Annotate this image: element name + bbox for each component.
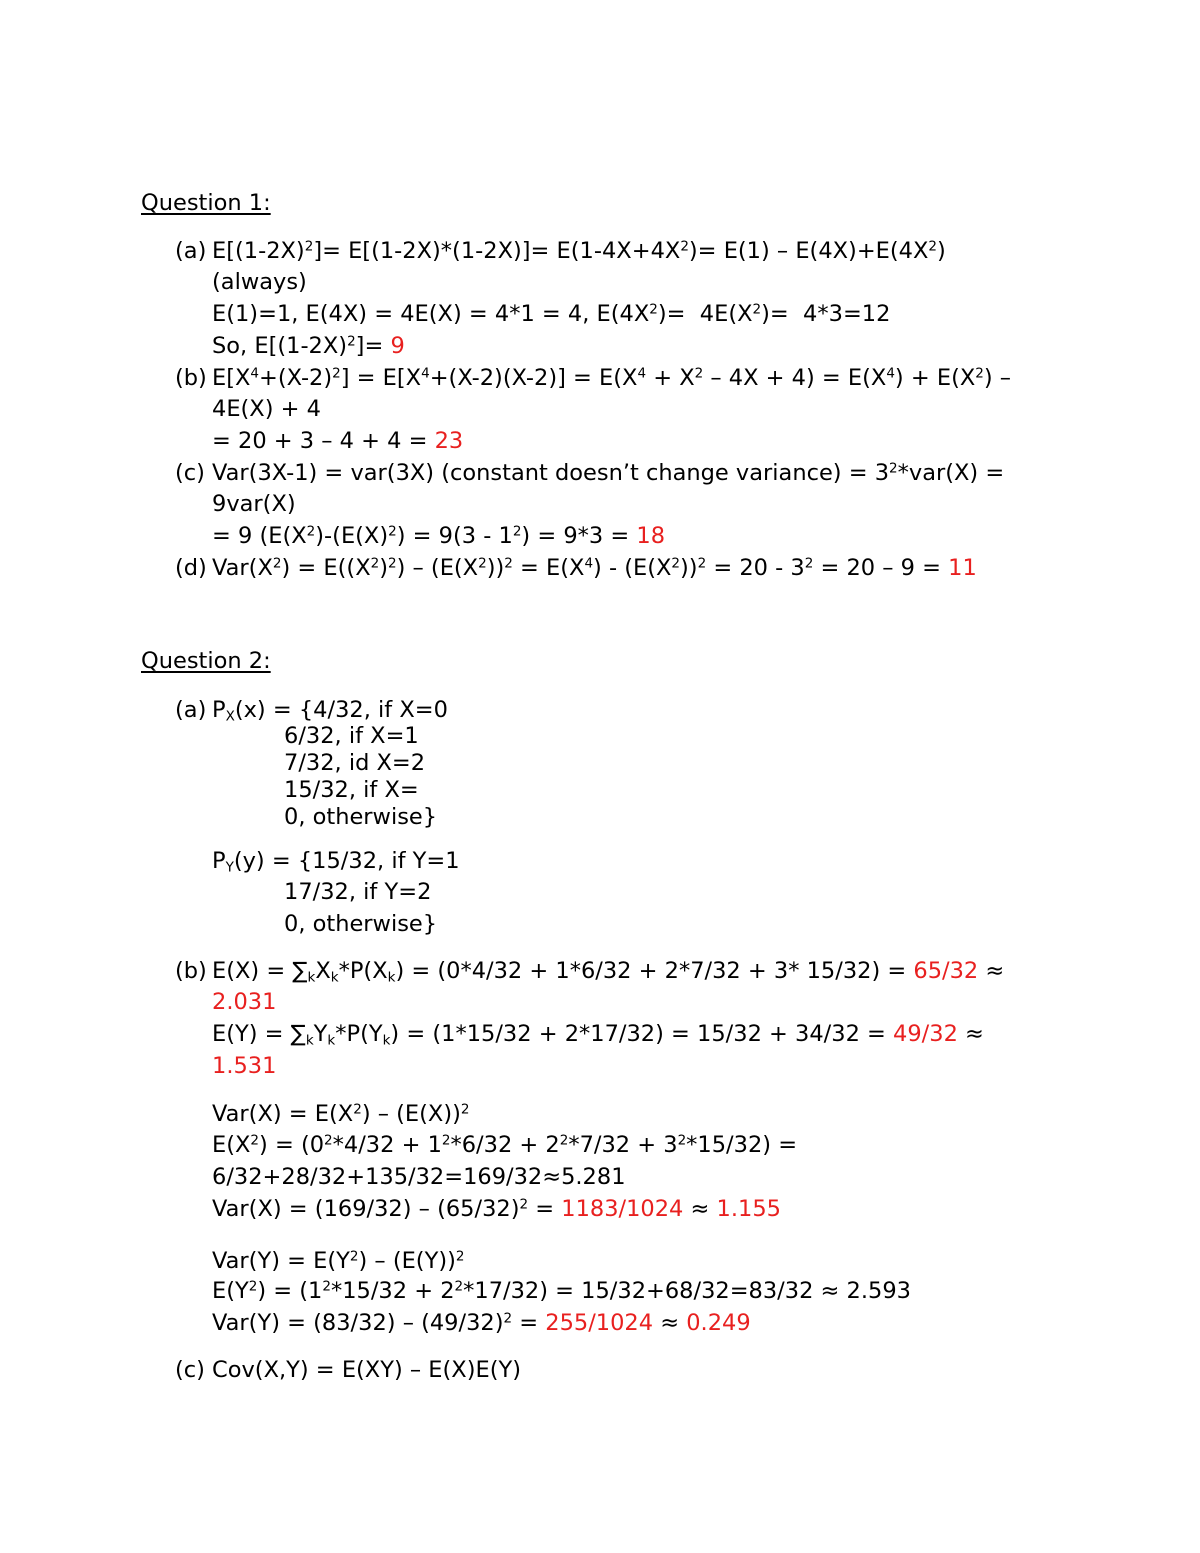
- q2b-varx-formula: $Var(X) = E(X^2) - (E(X))^2$: [212, 1101, 470, 1127]
- q2b-label: (b): [175, 958, 207, 984]
- q2b-varx-result: $Var(X) = (169/32) - (65/32)^2 = 1183/1024 \approx 1.155$: [212, 1196, 781, 1222]
- q2b-vary-formula: $Var(Y) = E(Y^2) - (E(Y))^2$: [212, 1248, 465, 1274]
- q2b-ex2-expansion: $E(X^2) = (0^2*4/32 + 1^2*6/32 + 2^2*7/32 + 3^2*15/32)$ =: [212, 1132, 798, 1158]
- q1c-line-2: 9var(X): [212, 491, 296, 517]
- q2a-px-case: 7/32, id X=2: [284, 750, 426, 776]
- q1b-label: (b): [175, 365, 207, 391]
- q1a-result: So, $E[(1-2X)^2]= 9$: [212, 333, 405, 359]
- q2a-label: (a): [175, 697, 207, 723]
- q1b-result: = 20 + 3 – 4 + 4 = 23: [212, 428, 464, 454]
- q2b-vary-answer: 255/1024: [545, 1310, 654, 1336]
- q2c-label: (c): [175, 1357, 205, 1383]
- q2b-varx-answer: 1183/1024: [561, 1196, 684, 1222]
- q1c-result: = 9 ($E(X^2)-(E(X)^2) = 9(3 - 1^2) = 9*3 = 18$: [212, 523, 666, 549]
- q1d-expansion: $Var(X^2) = E((X^2)^2) - (E(X^2))^2 = E(X^4) - (E(X^2))^2 = 20 - 3^2 = 20 - 9 = 11$: [212, 555, 977, 581]
- q2b-ey-expansion: $E(Y) = \sum_kY_k*P(Y_k) = (1*15/32 + 2*17/32) = 15/32 + 34/32 = 49/32$ ≈: [212, 1021, 984, 1049]
- q1a-answer: 9: [390, 333, 405, 359]
- q1a-line-3: E(1)=1, E(4X) = 4E(X) = 4*1 = 4, $E(4X^2)= 4E(X^2)= 4*3=12$: [212, 301, 891, 327]
- q1a-expansion: $E[(1-2X)^2]= E[(1-2X)*(1-2X)]= E(1-4X+4X^2)= E(1) - E(4X)+E(4X^2)$: [212, 238, 946, 264]
- q1b-expansion: $E[X^4+(X-2)^2] = E[X^4+(X-2)(X-2)] = E(X^4 + X^2 - 4X + 4) = E(X^4) + E(X^2)$ –: [212, 365, 1012, 391]
- q1b-answer: 23: [434, 428, 464, 454]
- q2c-covariance: Cov(X,Y) = E(XY) – E(X)E(Y): [212, 1357, 522, 1383]
- q2b-ex2-sum: 6/32+28/32+135/32=169/32≈5.281: [212, 1164, 626, 1190]
- q2a-px-case: 15/32, if X=: [284, 777, 419, 803]
- q2b-ex-approx: 2.031: [212, 989, 277, 1015]
- q1a-line-2: (always): [212, 269, 307, 295]
- q1d-label: (d): [175, 555, 207, 581]
- q2a-px-case: 0, otherwise}: [284, 804, 438, 830]
- q1d-answer: 11: [948, 555, 977, 581]
- q2a-py-case: 17/32, if Y=2: [284, 879, 432, 905]
- q2b-ey2-expansion: $E(Y^2) = (1^2*15/32 + 2^2*17/32) = 15/32+68/32=83/32 \approx 2.593$: [212, 1278, 911, 1304]
- q2a-py-def: $P_Y(y) = \{15/32$, if Y=1: [212, 848, 460, 876]
- q2b-varx-approx: 1.155: [716, 1196, 781, 1222]
- q2b-vary-result: $Var(Y) = (83/32) - (49/32)^2 = 255/1024 \approx 0.249$: [212, 1310, 751, 1336]
- q1b-line-2: 4E(X) + 4: [212, 396, 321, 422]
- q1c-expansion: Var(3X-1) = var(3X) (constant doesn’t change variance) = $3^2*var(X)$ =: [212, 460, 1005, 486]
- q1c-answer: 18: [636, 523, 666, 549]
- q2b-ex-answer: 65/32: [913, 958, 979, 984]
- q2b-ey-approx: 1.531: [212, 1053, 277, 1079]
- q2b-vary-approx: 0.249: [686, 1310, 751, 1336]
- q1a-label: (a): [175, 238, 207, 264]
- q2a-py-case: 0, otherwise}: [284, 911, 438, 937]
- q1c-label: (c): [175, 460, 205, 486]
- question-2-heading: Question 2:: [141, 648, 271, 674]
- q2b-ey-answer: 49/32: [893, 1021, 958, 1047]
- question-1-heading: Question 1:: [141, 190, 271, 216]
- q2a-px-def: $P_X(x) = \{4/32$, if X=0: [212, 697, 448, 725]
- q2b-ex-expansion: $E(X) = \sum_kX_k*P(X_k) = (0*4/32 + 1*6/32 + 2*7/32 + 3*$ 15/32) = 65/32 ≈: [212, 958, 1005, 986]
- q2a-px-case: 6/32, if X=1: [284, 723, 419, 749]
